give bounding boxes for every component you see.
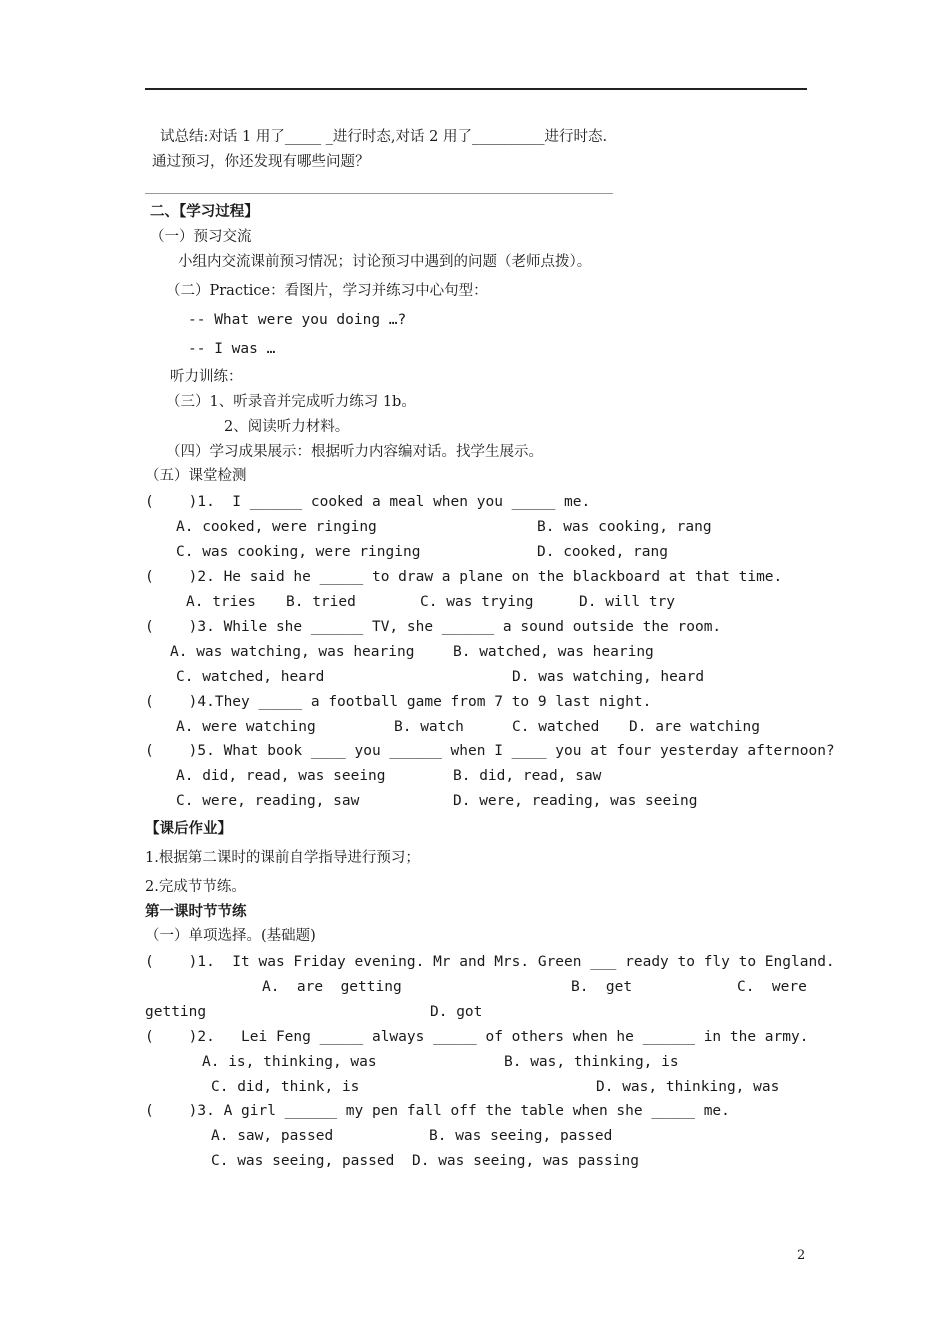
- quiz-question: ( )4.They _____ a football game from 7 to 9 last night.: [145, 694, 652, 710]
- summary-line-2: 通过预习，你还发现有哪些问题？: [152, 154, 370, 170]
- quiz-option: A. cooked, were ringing: [176, 519, 377, 535]
- practice-heading: 第一课时节节练: [145, 904, 247, 920]
- summary-line-1: 试总结:对话 1 用了_____ _进行时态,对话 2 用了__________进行时态.: [160, 129, 608, 145]
- practice-option: getting: [145, 1004, 207, 1020]
- practice-option: D. got: [430, 1004, 483, 1020]
- practice-option: B. get: [571, 979, 633, 995]
- practice-option: C. were: [737, 979, 807, 995]
- practice-question: ( )2. Lei Feng _____ always _____ of others when he ______ in the army.: [145, 1029, 809, 1045]
- quiz-option: B. watch: [394, 719, 464, 735]
- quiz-question: ( )1. I ______ cooked a meal when you _____ me.: [145, 494, 591, 510]
- practice-option: A. are getting: [262, 979, 402, 995]
- section-3-item-2: 2、阅读听力材料。: [224, 419, 350, 435]
- quiz-option: A. was watching, was hearing: [170, 644, 415, 660]
- quiz-option: C. watched, heard: [176, 669, 325, 685]
- quiz-option: C. was cooking, were ringing: [176, 544, 421, 560]
- practice-option: C. was seeing, passed: [211, 1153, 395, 1169]
- practice-option: B. was seeing, passed: [429, 1128, 613, 1144]
- quiz-option: D. are watching: [629, 719, 760, 735]
- practice-question: ( )1. It was Friday evening. Mr and Mrs. Green ___ ready to fly to England.: [145, 954, 835, 970]
- homework-heading: 【课后作业】: [145, 821, 232, 837]
- header-rule: [145, 88, 807, 90]
- quiz-option: A. tries: [186, 594, 256, 610]
- quiz-option: A. did, read, was seeing: [176, 768, 386, 784]
- quiz-option: A. were watching: [176, 719, 316, 735]
- process-heading: 二、【学习过程】: [150, 204, 259, 220]
- practice-option: D. was, thinking, was: [596, 1079, 780, 1095]
- quiz-option: B. tried: [286, 594, 356, 610]
- answer-blank-rule: [145, 193, 613, 194]
- quiz-option: C. were, reading, saw: [176, 793, 360, 809]
- pattern-question: -- What were you doing …?: [188, 312, 407, 328]
- quiz-question: ( )3. While she ______ TV, she ______ a sound outside the room.: [145, 619, 722, 635]
- pattern-answer: -- I was …: [188, 341, 276, 357]
- quiz-option: B. watched, was hearing: [453, 644, 654, 660]
- homework-item-1: 1.根据第二课时的课前自学指导进行预习；: [145, 850, 420, 866]
- quiz-option: C. watched: [512, 719, 600, 735]
- page-number: 2: [797, 1248, 806, 1263]
- practice-option: A. is, thinking, was: [202, 1054, 377, 1070]
- quiz-option: B. did, read, saw: [453, 768, 602, 784]
- section-3-item-1: （三）1、听录音并完成听力练习 1b。: [166, 394, 416, 410]
- homework-item-2: 2.完成节节练。: [145, 879, 246, 895]
- quiz-question: ( )5. What book ____ you ______ when I ____ you at four yesterday afternoon?: [145, 743, 835, 759]
- quiz-option: C. was trying: [420, 594, 534, 610]
- quiz-option: D. cooked, rang: [537, 544, 668, 560]
- quiz-option: D. will try: [579, 594, 676, 610]
- section-1-title: （一）预习交流: [150, 229, 252, 245]
- section-2-title: （二）Practice：看图片，学习并练习中心句型：: [166, 283, 488, 299]
- practice-option: A. saw, passed: [211, 1128, 334, 1144]
- practice-subheading: （一）单项选择。(基础题): [145, 928, 316, 944]
- practice-option: B. was, thinking, is: [504, 1054, 679, 1070]
- section-5-title: （五）课堂检测: [145, 468, 247, 484]
- quiz-option: B. was cooking, rang: [537, 519, 712, 535]
- quiz-option: D. were, reading, was seeing: [453, 793, 698, 809]
- quiz-question: ( )2. He said he _____ to draw a plane on the blackboard at that time.: [145, 569, 783, 585]
- section-4: （四）学习成果展示：根据听力内容编对话。找学生展示。: [166, 444, 543, 460]
- practice-option: D. was seeing, was passing: [412, 1153, 639, 1169]
- listening-label: 听力训练：: [170, 369, 243, 385]
- practice-question: ( )3. A girl ______ my pen fall off the table when she _____ me.: [145, 1103, 730, 1119]
- quiz-option: D. was watching, heard: [512, 669, 705, 685]
- section-1-text: 小组内交流课前预习情况；讨论预习中遇到的问题（老师点拨）。: [178, 254, 592, 270]
- practice-option: C. did, think, is: [211, 1079, 360, 1095]
